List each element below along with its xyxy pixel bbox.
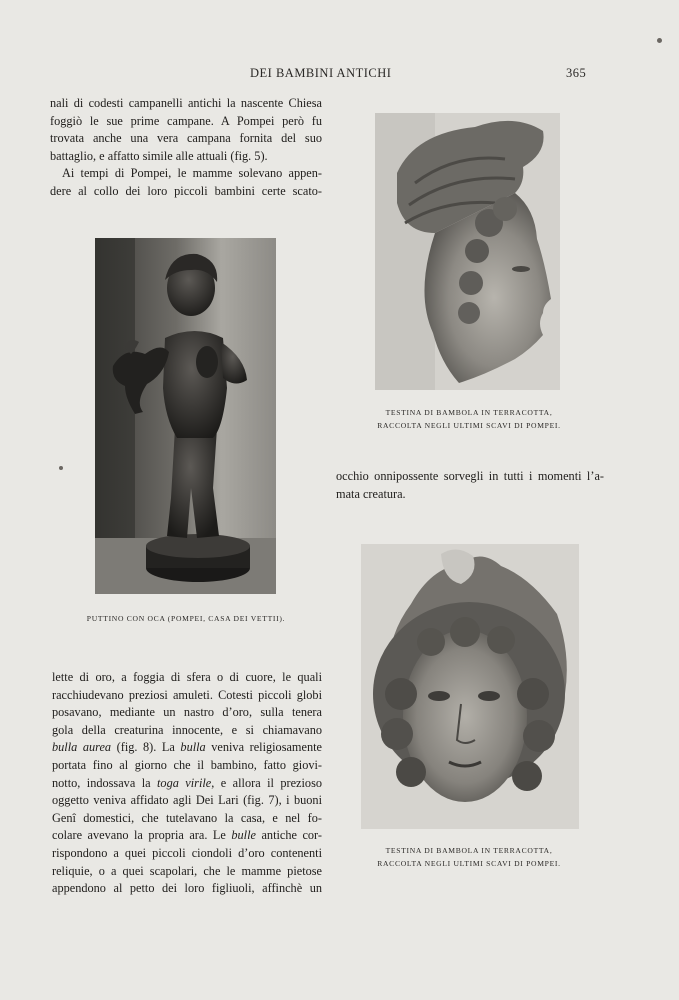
- text-line: [52, 792, 322, 810]
- text-line: [52, 722, 322, 740]
- text-line: [52, 827, 322, 845]
- text-line: [52, 863, 322, 881]
- photo-doll-head-front: [361, 544, 579, 829]
- text-line: [52, 775, 322, 793]
- text-segment: veniva religiosamente: [205, 740, 322, 755]
- text-segment: antiche cor-: [255, 828, 322, 843]
- caption-line: TESTINA DI BAMBOLA IN TERRACOTTA,: [385, 408, 553, 417]
- caption-doll-head-profile: [360, 406, 578, 432]
- text-line: [52, 687, 322, 705]
- caption-line: RACCOLTA NEGLI ULTIMI SCAVI DI POMPEI.: [377, 859, 561, 868]
- text-line: Ai tempi di Pompei, le mamme solevano appen-: [62, 166, 322, 181]
- text-line: foggiò le sue prime campane. A Pompei però fu: [50, 113, 322, 128]
- italic-term: bulle: [231, 828, 256, 843]
- italic-term: bulla aurea: [52, 740, 112, 755]
- text-segment: portata fino al giorno che il bambino, fatto giovi-: [52, 757, 322, 772]
- text-segment: appendono al petto dei loro figliuoli, affinchè un: [52, 881, 322, 896]
- caption-doll-head-front: [358, 844, 580, 870]
- text-segment: notto, indossava la: [52, 775, 158, 790]
- text-line: occhio onnipossente sorvegli in tutti i momenti l’a-: [336, 469, 604, 483]
- text-segment: oggetto veniva affidato agli Dei Lari (fig. 7), i buoni: [52, 793, 322, 808]
- text-segment: , e allora il prezioso: [211, 775, 322, 790]
- running-title: DEI BAMBINI ANTICHI: [250, 66, 392, 80]
- text-segment: (fig. 8). La: [111, 740, 181, 755]
- text-segment: Genî domestici, che tutelavano la casa, e nel fo-: [52, 810, 322, 825]
- paragraph-top: [50, 95, 322, 201]
- text-line: trovata anche una vera campana fornita del suo: [50, 131, 322, 146]
- page-speck: [59, 466, 63, 470]
- text-segment: gola della creaturina innocente, e si chiamavano: [52, 722, 322, 737]
- paragraph-middle: [336, 468, 604, 503]
- text-line: mata creatura.: [336, 486, 406, 501]
- text-line: [52, 757, 322, 775]
- text-line: battaglio, e affatto simile alle attuali (fig. 5).: [50, 148, 268, 163]
- text-line: [52, 880, 322, 898]
- caption-line: TESTINA DI BAMBOLA IN TERRACOTTA,: [385, 846, 553, 855]
- text-segment: reliquie, o a quei scapolari, che le mamme pietose: [52, 863, 322, 878]
- text-segment: lette di oro, a foggia di sfera o di cuore, le quali: [52, 670, 322, 684]
- text-line: [52, 845, 322, 863]
- text-line: [52, 669, 322, 687]
- photo-doll-head-profile: [375, 113, 560, 390]
- text-line: dere al collo dei loro piccoli bambini certe scato-: [50, 183, 322, 198]
- page-speck: [657, 38, 662, 43]
- photo-putto-with-goose: [95, 238, 276, 594]
- text-segment: posavano, mediante un nastro d’oro, sulla tenera: [52, 705, 322, 720]
- text-segment: rispondono a quei piccoli ciondoli d’oro contenenti: [52, 845, 322, 860]
- text-line: [52, 810, 322, 828]
- text-line: nali di codesti campanelli antichi la nascente Chiesa: [50, 96, 322, 110]
- paragraph-bottom: [52, 669, 322, 898]
- text-line: [52, 704, 322, 722]
- caption-putto: PUTTINO CON OCA (POMPEI, CASA DEI VETTII).: [86, 614, 286, 623]
- italic-term: toga virile: [157, 775, 212, 790]
- caption-line: RACCOLTA NEGLI ULTIMI SCAVI DI POMPEI.: [377, 421, 561, 430]
- text-segment: colare avevano la propria ara. Le: [52, 828, 232, 843]
- italic-term: bulla: [180, 740, 206, 755]
- text-segment: racchiudevano preziosi amuleti. Cotesti piccoli globi: [52, 687, 322, 702]
- text-line: [52, 739, 322, 757]
- page-number: 365: [566, 66, 587, 80]
